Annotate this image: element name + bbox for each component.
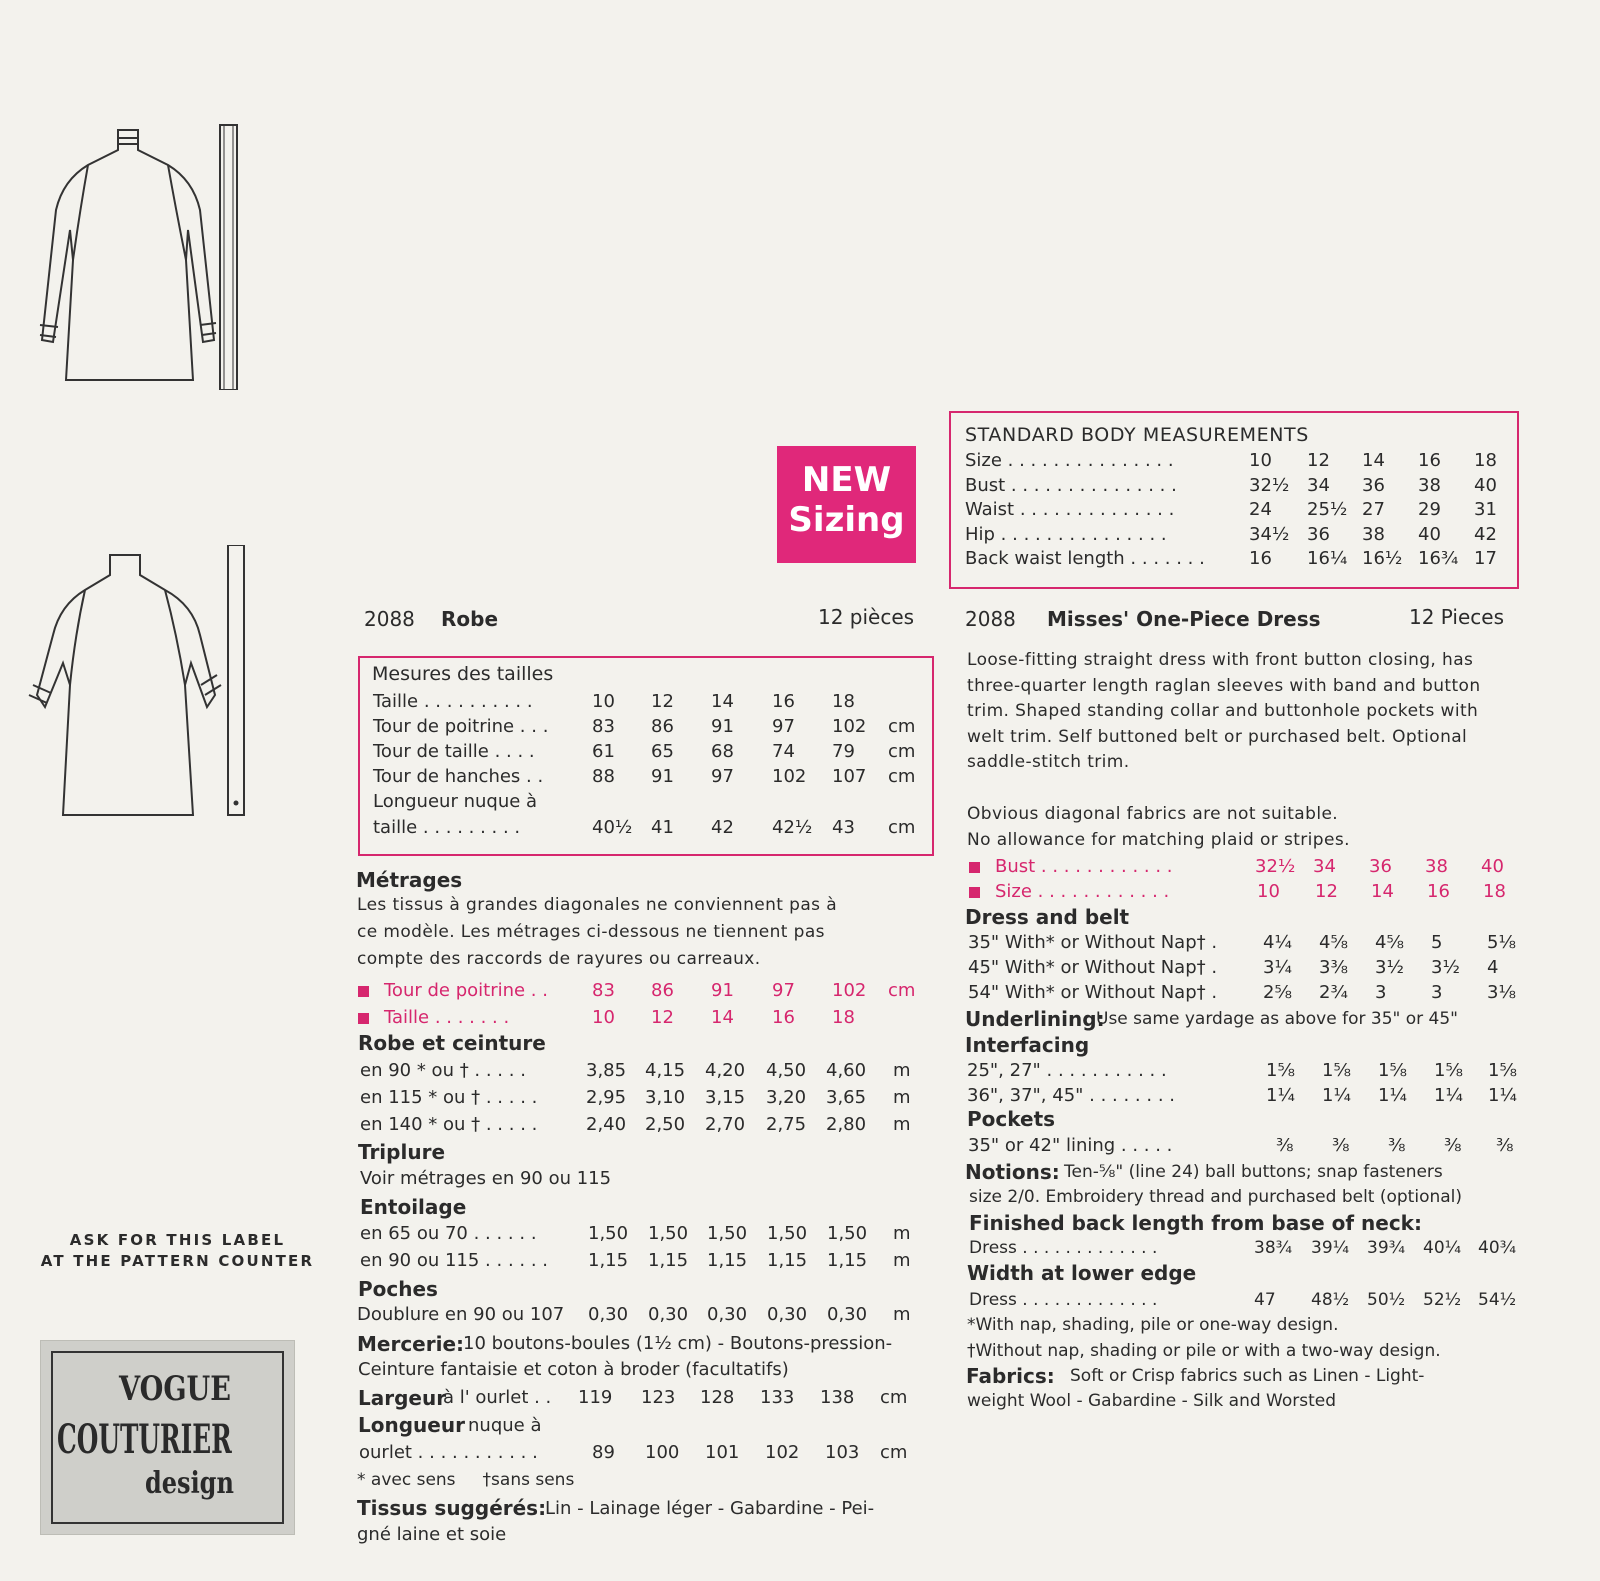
standard-row-value: 27 — [1362, 499, 1385, 520]
en-nap-note-1: *With nap, shading, pile or one-way design. — [967, 1315, 1339, 1335]
en-nap-note-2: †Without nap, shading or pile or with a two-way design. — [967, 1341, 1441, 1361]
en-pieces: 12 Pieces — [1409, 605, 1505, 629]
en-fabrics-line-2: weight Wool - Gabardine - Silk and Worsted — [967, 1391, 1337, 1411]
fr-robe-row-unit: m — [893, 1087, 911, 1108]
fr-poches-row-value: 0,30 — [588, 1304, 629, 1325]
fr-robe-row-value: 3,65 — [826, 1087, 867, 1108]
fr-pink-row-bullet-icon — [358, 1013, 369, 1024]
en-finished-title: Finished back length from base of neck: — [969, 1211, 1422, 1235]
en-dress-row-value: 4⅝ — [1319, 932, 1348, 953]
standard-row-value: 10 — [1249, 450, 1272, 471]
fr-robe-row-value: 2,80 — [826, 1114, 867, 1135]
fr-entoilage-row-unit: m — [893, 1223, 911, 1244]
en-interfacing-row-label: 36", 37", 45" . . . . . . . . — [967, 1085, 1175, 1106]
fr-largeur-row-value: 119 — [578, 1387, 613, 1408]
en-finished-row-value: 40¾ — [1478, 1238, 1517, 1258]
en-pink-row-value: 34 — [1313, 856, 1336, 877]
fr-robe-row-label: en 140 * ou † . . . . . — [360, 1114, 538, 1135]
fr-pink-row-label: Taille . . . . . . . — [384, 1007, 510, 1028]
fr-longueur-label: Longueur — [358, 1413, 465, 1437]
en-finished-row-value: 39¾ — [1367, 1238, 1406, 1258]
fr-tissus-line-1: Lin - Lainage léger - Gabardine - Pei- — [545, 1498, 875, 1519]
fr-triplure-text: Voir métrages en 90 ou 115 — [360, 1168, 612, 1189]
en-dress-row-label: 45" With* or Without Nap† . — [968, 957, 1218, 978]
en-pink-row-value: 36 — [1369, 856, 1392, 877]
fr-name: Robe — [441, 607, 499, 631]
standard-row-value: 38 — [1362, 523, 1385, 545]
fr-ourlet-row-value: 101 — [705, 1442, 740, 1463]
en-pink-row-bullet-icon — [969, 887, 980, 898]
standard-row-label: Back waist length . . . . . . . — [965, 548, 1205, 569]
fr-mesure-row-unit: cm — [888, 817, 916, 838]
new-sizing-badge — [777, 446, 916, 563]
fr-largeur-label: Largeur — [358, 1386, 447, 1410]
standard-row-value: 24 — [1249, 499, 1272, 520]
fr-longueur-rest: nuque à — [468, 1415, 542, 1436]
fr-poches-row-value: 0,30 — [648, 1304, 689, 1325]
en-interfacing-row-value: 1¼ — [1378, 1085, 1407, 1106]
dress-front-sketch — [15, 545, 255, 830]
en-pink-row-value: 10 — [1257, 881, 1280, 902]
fr-pink-row-value: 14 — [711, 1007, 734, 1028]
fr-mercerie-line-2: Ceinture fantaisie et coton à broder (facultatifs) — [358, 1359, 789, 1380]
en-notions-label: Notions: — [965, 1160, 1060, 1184]
standard-row — [965, 450, 1600, 474]
fr-entoilage-title: Entoilage — [360, 1195, 467, 1219]
standard-row-value: 40 — [1474, 474, 1497, 496]
fr-mesure-row-value: 10 — [592, 691, 615, 712]
fr-mesure-row-value: 102 — [832, 716, 867, 737]
standard-row-value: 16 — [1249, 548, 1272, 569]
en-fabrics-line-1: Soft or Crisp fabrics such as Linen - Light- — [1070, 1366, 1425, 1386]
en-dress-row-value: 4⅝ — [1375, 932, 1404, 953]
en-width-row-label: Dress . . . . . . . . . . . . . — [969, 1290, 1158, 1310]
standard-row-label: Size . . . . . . . . . . . . . . . — [965, 450, 1174, 471]
en-dress-row — [968, 932, 1600, 956]
fr-entoilage-row-label: en 90 ou 115 . . . . . . — [360, 1250, 548, 1271]
standard-row-value: 32½ — [1249, 474, 1290, 496]
en-width-row-value: 50½ — [1367, 1290, 1406, 1310]
label-note-line-2: AT THE PATTERN COUNTER — [40, 1252, 315, 1270]
fr-mesure-row-label: Tour de poitrine . . . — [373, 716, 549, 737]
standard-row-value: 16¾ — [1418, 548, 1459, 569]
standard-row — [965, 499, 1600, 523]
en-pink-row-value: 18 — [1483, 881, 1506, 902]
fr-robe-row-value: 4,50 — [766, 1060, 807, 1081]
fr-robe-row-label: en 115 * ou † . . . . . — [360, 1087, 538, 1108]
fr-ourlet-row-label: ourlet . . . . . . . . . . . — [359, 1442, 538, 1463]
fr-pink-row-value: 16 — [772, 1007, 795, 1028]
fr-mesure-row-value: 97 — [772, 716, 795, 737]
fr-mesure-row-value: 107 — [832, 766, 867, 787]
en-pockets-row-value: ⅜ — [1496, 1135, 1514, 1156]
en-pink-row-value: 40 — [1481, 856, 1504, 877]
fr-metrages-line-2: ce modèle. Les métrages ci-dessous ne tiennent pas — [357, 922, 825, 942]
en-notions-line-2: size 2/0. Embroidery thread and purchased belt (optional) — [969, 1187, 1463, 1207]
en-dress-row-value: 3¼ — [1263, 957, 1292, 978]
fr-mesure-row-unit: cm — [888, 741, 916, 762]
en-dress-row-value: 2⅝ — [1263, 982, 1292, 1003]
fr-pink-row-value: 86 — [651, 980, 674, 1001]
fr-poches-row-label: Doublure en 90 ou 107 — [357, 1304, 565, 1325]
en-finished-row-value: 39¼ — [1311, 1238, 1350, 1258]
fr-pink-row-value: 18 — [832, 1007, 855, 1028]
logo-line-3: design — [145, 1466, 234, 1501]
fr-robe-row-value: 3,10 — [645, 1087, 686, 1108]
fr-metrages-line-3: compte des raccords de rayures ou carreaux. — [357, 949, 761, 969]
en-width-row-value: 54½ — [1478, 1290, 1517, 1310]
en-dress-row-value: 5⅛ — [1487, 932, 1516, 953]
en-interfacing-row-label: 25", 27" . . . . . . . . . . . — [967, 1060, 1167, 1081]
fr-mesure-row-value: 79 — [832, 741, 855, 762]
standard-row-value: 36 — [1307, 523, 1330, 545]
fr-ourlet-row-value: 103 — [825, 1442, 860, 1463]
standard-row-value: 12 — [1307, 450, 1330, 471]
fr-mesure-row-label: Tour de hanches . . — [373, 766, 544, 787]
en-interfacing-title: Interfacing — [965, 1033, 1090, 1057]
standard-row-value: 40 — [1418, 523, 1441, 545]
badge-line-1: NEW — [801, 460, 892, 500]
fr-mesure-row-value: 12 — [651, 691, 674, 712]
fr-entoilage-row-value: 1,50 — [827, 1223, 868, 1244]
fr-mesure-row-value: 40½ — [592, 817, 633, 838]
standard-row-label: Bust . . . . . . . . . . . . . . . — [965, 474, 1177, 496]
fr-entoilage-row-value: 1,15 — [767, 1250, 808, 1271]
fr-mesure-row-value: 102 — [772, 766, 807, 787]
fr-largeur-row-value: 123 — [641, 1387, 676, 1408]
en-description-line: three-quarter length raglan sleeves with band and button — [967, 675, 1481, 696]
fr-mesure-row-unit: cm — [888, 766, 916, 787]
en-interfacing-row-value: 1⅝ — [1378, 1060, 1407, 1081]
en-interfacing-row-value: 1¼ — [1488, 1085, 1517, 1106]
fr-mesure-row-label: Longueur nuque à — [373, 791, 538, 812]
en-dress-title: Dress and belt — [965, 905, 1130, 929]
en-width-row-value: 47 — [1254, 1290, 1276, 1310]
fr-number: 2088 — [364, 607, 415, 631]
en-width-row-value: 48½ — [1311, 1290, 1350, 1310]
fr-mesure-row-value: 42½ — [772, 817, 813, 838]
fr-mesure-row-value: 88 — [592, 766, 615, 787]
fr-pink-row-value: 97 — [772, 980, 795, 1001]
fr-entoilage-row-value: 1,50 — [707, 1223, 748, 1244]
standard-row-value: 31 — [1474, 499, 1497, 520]
standard-row-value: 38 — [1418, 474, 1441, 496]
en-dress-row-value: 3½ — [1375, 957, 1404, 978]
en-pockets-row — [968, 1135, 1600, 1159]
en-pink-row-label: Size . . . . . . . . . . . . — [995, 881, 1170, 902]
standard-row-value: 16¼ — [1307, 548, 1348, 569]
en-interfacing-row-value: 1¼ — [1434, 1085, 1463, 1106]
en-pink-row-value: 14 — [1371, 881, 1394, 902]
en-note-line: No allowance for matching plaid or stripes. — [967, 830, 1350, 850]
en-interfacing-row-value: 1⅝ — [1266, 1060, 1295, 1081]
en-pink-row-bullet-icon — [969, 862, 980, 873]
fr-pink-row-value: 83 — [592, 980, 615, 1001]
fr-entoilage-row-value: 1,15 — [827, 1250, 868, 1271]
fr-tissus-label: Tissus suggérés: — [357, 1496, 547, 1520]
fr-pieces: 12 pièces — [818, 605, 915, 629]
standard-row-value: 14 — [1362, 450, 1385, 471]
fr-ourlet-row-unit: cm — [880, 1442, 908, 1463]
fr-poches-row-value: 0,30 — [707, 1304, 748, 1325]
fr-largeur-row-label: à l' ourlet . . — [443, 1387, 552, 1408]
label-note — [35, 1230, 320, 1272]
standard-row-value: 16½ — [1362, 548, 1403, 569]
fr-mesure-row-label: Tour de taille . . . . — [373, 741, 535, 762]
fr-robe-row-unit: m — [893, 1114, 911, 1135]
fr-robe-title: Robe et ceinture — [358, 1031, 546, 1055]
en-finished-row-label: Dress . . . . . . . . . . . . . — [969, 1238, 1158, 1258]
en-width-row — [969, 1290, 1600, 1314]
logo-line-1: VOGUE — [119, 1369, 232, 1409]
fr-mesure-row-value: 91 — [711, 716, 734, 737]
vogue-couturier-logo — [40, 1340, 295, 1535]
fr-largeur-row-value: 138 — [820, 1387, 855, 1408]
logo-line-2: COUTURIER — [57, 1416, 232, 1463]
fr-pink-row-value: 12 — [651, 1007, 674, 1028]
standard-title: STANDARD BODY MEASUREMENTS — [965, 424, 1309, 446]
fr-mesure-row-value: 18 — [832, 691, 855, 712]
fr-robe-row-value: 2,50 — [645, 1114, 686, 1135]
en-dress-row-value: 3⅜ — [1319, 957, 1348, 978]
en-fabrics-label: Fabrics: — [966, 1364, 1055, 1388]
standard-row — [965, 475, 1600, 499]
en-dress-row — [968, 982, 1600, 1006]
en-pockets-row-label: 35" or 42" lining . . . . . — [968, 1135, 1173, 1156]
fr-mesure-row-value: 43 — [832, 817, 855, 838]
fr-entoilage-row-value: 1,15 — [707, 1250, 748, 1271]
fr-mesure-row-value: 65 — [651, 741, 674, 762]
en-note-line: Obvious diagonal fabrics are not suitable. — [967, 804, 1339, 824]
fr-sens-note: * avec sens †sans sens — [357, 1470, 575, 1490]
standard-row-label: Hip . . . . . . . . . . . . . . . — [965, 523, 1167, 545]
fr-robe-row-value: 4,15 — [645, 1060, 686, 1081]
fr-robe-row-value: 4,60 — [826, 1060, 867, 1081]
standard-row-value: 25½ — [1307, 499, 1348, 520]
fr-mesure-row-value: 74 — [772, 741, 795, 762]
en-dress-row-value: 2¾ — [1319, 982, 1348, 1003]
fr-robe-row-value: 2,70 — [705, 1114, 746, 1135]
fr-metrages-line-1: Les tissus à grandes diagonales ne conviennent pas à — [357, 895, 838, 915]
en-interfacing-row-value: 1¼ — [1322, 1085, 1351, 1106]
fr-robe-row-value: 3,85 — [586, 1060, 627, 1081]
en-interfacing-row-value: 1⅝ — [1488, 1060, 1517, 1081]
fr-mercerie-line-1: 10 boutons-boules (1½ cm) - Boutons-pression- — [463, 1333, 893, 1354]
en-pockets-title: Pockets — [967, 1107, 1056, 1131]
en-pink-row-value: 16 — [1427, 881, 1450, 902]
en-underlining-text: Use same yardage as above for 35" or 45" — [1096, 1009, 1458, 1029]
en-notions-line-1: Ten-⅝" (line 24) ball buttons; snap fasteners — [1064, 1162, 1443, 1182]
en-dress-row-value: 5 — [1431, 932, 1443, 953]
standard-row-value: 18 — [1474, 450, 1497, 471]
fr-ourlet-row-value: 89 — [592, 1442, 615, 1463]
fr-entoilage-row-value: 1,15 — [588, 1250, 629, 1271]
fr-mesure-row-value: 86 — [651, 716, 674, 737]
standard-row-value: 34½ — [1249, 523, 1290, 545]
en-description-line: trim. Shaped standing collar and buttonhole pockets with — [967, 701, 1479, 721]
fr-robe-row-value: 2,95 — [586, 1087, 627, 1108]
en-description-line: welt trim. Self buttoned belt or purchased belt. Optional — [967, 726, 1468, 747]
fr-mercerie-label: Mercerie: — [357, 1332, 465, 1356]
en-dress-row-value: 3⅛ — [1487, 982, 1516, 1003]
en-pockets-row-value: ⅜ — [1276, 1135, 1294, 1156]
standard-row-value: 29 — [1418, 499, 1441, 520]
en-dress-row-value: 3½ — [1431, 957, 1460, 978]
en-pockets-row-value: ⅜ — [1388, 1135, 1406, 1156]
fr-mesure-row-value: 97 — [711, 766, 734, 787]
badge-line-2: Sizing — [788, 500, 905, 540]
fr-robe-row-unit: m — [893, 1060, 911, 1081]
fr-mesure-row-value: 16 — [772, 691, 795, 712]
fr-robe-row-label: en 90 * ou † . . . . . — [360, 1060, 526, 1081]
fr-robe-row-value: 3,20 — [766, 1087, 807, 1108]
fr-ourlet-row-value: 102 — [765, 1442, 800, 1463]
en-dress-row — [968, 957, 1600, 981]
en-underlining-label: Underlining: — [965, 1007, 1105, 1031]
fr-entoilage-row-label: en 65 ou 70 . . . . . . — [360, 1223, 537, 1244]
fr-entoilage-row-value: 1,50 — [767, 1223, 808, 1244]
standard-row-value: 17 — [1474, 548, 1497, 569]
en-pockets-row-value: ⅜ — [1332, 1135, 1350, 1156]
fr-mesure-row-value: 41 — [651, 817, 674, 838]
en-dress-row-value: 3 — [1431, 982, 1443, 1003]
fr-mesure-row-value: 42 — [711, 817, 734, 838]
fr-entoilage-row-unit: m — [893, 1250, 911, 1271]
en-dress-row-value: 4 — [1487, 957, 1499, 978]
fr-mesure-row-label: taille . . . . . . . . . — [373, 817, 521, 838]
en-interfacing-row-value: 1⅝ — [1322, 1060, 1351, 1081]
fr-mesure-row-value: 91 — [651, 766, 674, 787]
fr-poches-row-value: 0,30 — [767, 1304, 808, 1325]
fr-pink-row-unit: cm — [888, 980, 916, 1001]
fr-entoilage-row-value: 1,15 — [648, 1250, 689, 1271]
standard-row-value: 34 — [1307, 474, 1330, 496]
en-description-line: Loose-fitting straight dress with front button closing, has — [967, 650, 1474, 670]
fr-pink-row-bullet-icon — [358, 986, 369, 997]
en-finished-row-value: 38¾ — [1254, 1238, 1293, 1258]
fr-robe-row-value: 2,40 — [586, 1114, 627, 1135]
standard-row — [965, 524, 1600, 548]
en-pink-row-value: 38 — [1425, 856, 1448, 877]
fr-mesure-row-unit: cm — [888, 716, 916, 737]
en-width-row-value: 52½ — [1423, 1290, 1462, 1310]
en-interfacing-row-value: 1⅝ — [1434, 1060, 1463, 1081]
en-finished-row — [969, 1238, 1600, 1262]
fr-mesure-row-value: 61 — [592, 741, 615, 762]
fr-mesure-row-label: Taille . . . . . . . . . . — [373, 691, 533, 712]
fr-pink-row-value: 91 — [711, 980, 734, 1001]
fr-largeur-row-unit: cm — [880, 1387, 908, 1408]
fr-triplure-title: Triplure — [358, 1140, 446, 1164]
standard-row — [965, 548, 1600, 572]
fr-pink-row-label: Tour de poitrine . . — [384, 980, 548, 1001]
label-note-line-1: ASK FOR THIS LABEL — [69, 1231, 286, 1249]
en-pink-row — [969, 856, 1600, 880]
standard-row-value: 42 — [1474, 523, 1497, 545]
dress-back-sketch — [18, 110, 248, 390]
en-width-title: Width at lower edge — [967, 1261, 1197, 1285]
fr-pink-row-value: 102 — [832, 980, 867, 1001]
en-pink-row-value: 32½ — [1255, 856, 1296, 877]
en-pink-row-value: 12 — [1315, 881, 1338, 902]
fr-poches-row-value: 0,30 — [827, 1304, 868, 1325]
fr-robe-row-value: 3,15 — [705, 1087, 746, 1108]
fr-mesure-row-value: 14 — [711, 691, 734, 712]
en-pink-row — [969, 881, 1600, 905]
en-interfacing-row — [967, 1060, 1600, 1084]
en-pockets-row-value: ⅜ — [1444, 1135, 1462, 1156]
fr-pink-row-value: 10 — [592, 1007, 615, 1028]
fr-entoilage-row-value: 1,50 — [648, 1223, 689, 1244]
en-dress-row-value: 3 — [1375, 982, 1387, 1003]
fr-tissus-line-2: gné laine et soie — [357, 1524, 507, 1545]
standard-row-value: 16 — [1418, 450, 1441, 471]
fr-largeur-row-value: 133 — [760, 1387, 795, 1408]
fr-ourlet-row — [359, 1442, 1600, 1466]
fr-metrages-title: Métrages — [356, 868, 463, 892]
fr-robe-row-value: 4,20 — [705, 1060, 746, 1081]
standard-row-label: Waist . . . . . . . . . . . . . . — [965, 499, 1175, 520]
en-dress-row-label: 35" With* or Without Nap† . — [968, 932, 1218, 953]
fr-robe-row-value: 2,75 — [766, 1114, 807, 1135]
en-description-line: saddle-stitch trim. — [967, 752, 1130, 772]
fr-entoilage-row-value: 1,50 — [588, 1223, 629, 1244]
fr-poches-row-unit: m — [893, 1304, 911, 1325]
en-finished-row-value: 40¼ — [1423, 1238, 1462, 1258]
fr-ourlet-row-value: 100 — [645, 1442, 680, 1463]
fr-mesures-title: Mesures des tailles — [372, 663, 554, 685]
fr-largeur-row-value: 128 — [700, 1387, 735, 1408]
fr-mesure-row-value: 83 — [592, 716, 615, 737]
en-name: Misses' One-Piece Dress — [1047, 607, 1321, 631]
standard-row-value: 36 — [1362, 474, 1385, 496]
en-number: 2088 — [965, 607, 1016, 631]
en-interfacing-row-value: 1¼ — [1266, 1085, 1295, 1106]
en-dress-row-label: 54" With* or Without Nap† . — [968, 982, 1218, 1003]
fr-mesure-row-value: 68 — [711, 741, 734, 762]
en-interfacing-row — [967, 1085, 1600, 1109]
en-dress-row-value: 4¼ — [1263, 932, 1292, 953]
fr-poches-title: Poches — [358, 1277, 438, 1301]
en-pink-row-label: Bust . . . . . . . . . . . . — [995, 856, 1173, 877]
